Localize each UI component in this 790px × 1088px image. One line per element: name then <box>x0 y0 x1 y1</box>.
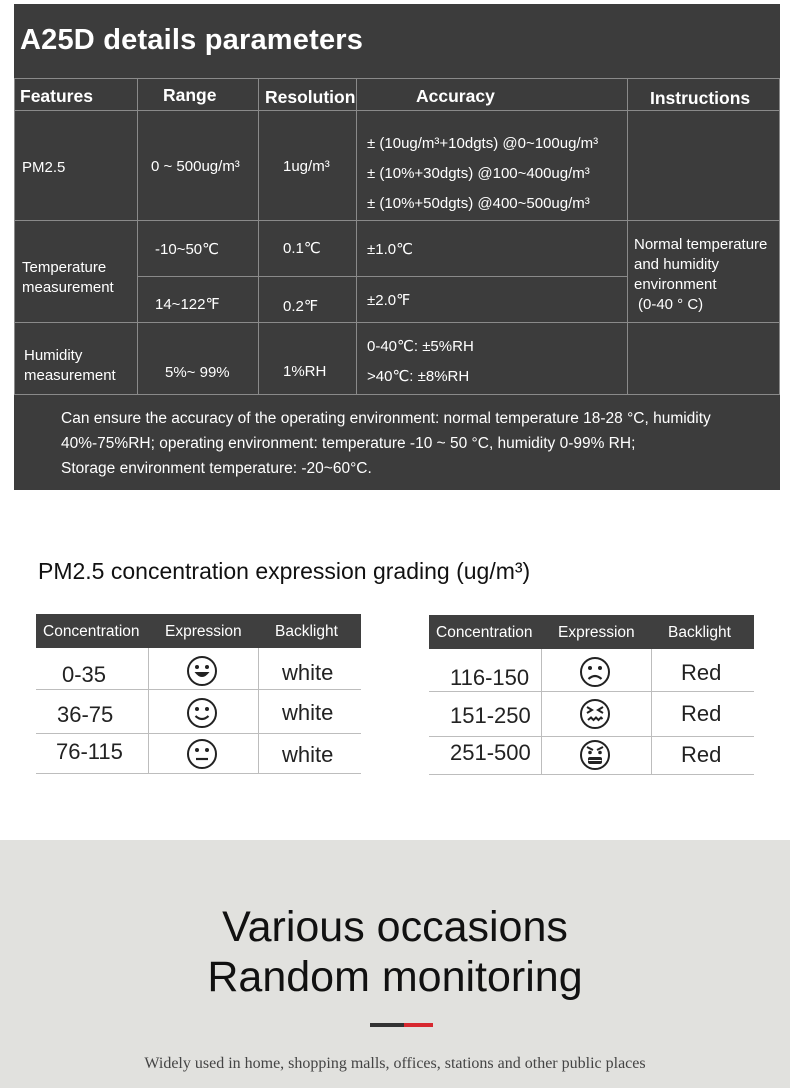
header-concentration: Concentration <box>436 624 533 641</box>
table-row-backlight: Red <box>681 742 722 767</box>
table-row-concentration: 251-500 <box>450 740 531 765</box>
grading-header-left <box>36 614 361 648</box>
header-expression: Expression <box>558 624 635 641</box>
frown-face-icon <box>579 656 611 688</box>
table-row-concentration: 0-35 <box>62 662 107 687</box>
table-row-concentration: 151-250 <box>450 703 531 728</box>
pm25-accuracy-1: ± (10ug/m³+10dgts) @0~100ug/m³ <box>367 135 599 152</box>
header-accuracy: Accuracy <box>416 86 495 106</box>
temperature-resolution-f: 0.2℉ <box>283 298 319 315</box>
table-row-concentration: 76-115 <box>56 739 123 764</box>
accent-divider-dark <box>370 1023 404 1027</box>
note-line-3: Storage environment temperature: -20~60°C. <box>61 460 372 477</box>
table-row-concentration: 36-75 <box>57 702 114 727</box>
pm25-accuracy-3: ± (10%+50dgts) @400~500ug/m³ <box>367 195 590 212</box>
grading-table-right <box>429 614 754 774</box>
humidity-accuracy-2: >40℃: ±8%RH <box>367 368 470 385</box>
humidity-accuracy-1: 0-40℃: ±5%RH <box>367 338 474 355</box>
temperature-range-f: 14~122℉ <box>155 296 220 313</box>
angry-face-icon <box>579 739 611 771</box>
header-concentration: Concentration <box>43 623 140 640</box>
temperature-feature-line1: Temperature <box>22 259 107 276</box>
temperature-instructions-2: and humidity <box>634 256 720 273</box>
temperature-accuracy-c: ±1.0℃ <box>367 241 413 258</box>
temperature-instructions-4: (0-40 ° C) <box>638 296 704 313</box>
parameters-table <box>14 78 780 400</box>
table-row-backlight: white <box>282 700 334 725</box>
grading-header-right <box>429 615 754 649</box>
sick-face-icon <box>579 698 611 730</box>
header-expression: Expression <box>165 623 242 640</box>
banner-title-line1: Various occasions <box>222 903 568 951</box>
occasions-banner <box>0 840 790 1088</box>
table-row-backlight: white <box>282 660 334 685</box>
accent-divider-red <box>404 1023 433 1027</box>
note-line-1: Can ensure the accuracy of the operating environment: normal temperature 18-28 °C, humidity <box>61 410 711 427</box>
environment-note <box>61 406 771 481</box>
header-range: Range <box>163 85 217 105</box>
humidity-feature-line2: measurement <box>24 367 116 384</box>
big-smile-face-icon <box>186 655 218 687</box>
humidity-resolution: 1%RH <box>283 363 327 380</box>
pm25-range: 0 ~ 500ug/m³ <box>151 158 240 175</box>
temperature-resolution-c: 0.1℃ <box>283 240 321 257</box>
pm25-resolution: 1ug/m³ <box>283 158 330 175</box>
temperature-instructions-1: Normal temperature <box>634 236 768 253</box>
temperature-feature-line2: measurement <box>22 279 114 296</box>
table-row-backlight: Red <box>681 701 722 726</box>
neutral-face-icon <box>186 738 218 770</box>
parameters-title: A25D details parameters <box>20 24 364 56</box>
grading-table-left <box>36 614 361 774</box>
header-backlight: Backlight <box>275 623 338 640</box>
header-features: Features <box>20 86 93 106</box>
banner-subtitle: Widely used in home, shopping malls, offices, stations and other public places <box>144 1055 646 1072</box>
humidity-range: 5%~ 99% <box>165 364 230 381</box>
smile-face-icon <box>186 697 218 729</box>
parameters-section <box>0 0 790 504</box>
banner-title <box>0 902 790 1002</box>
temperature-range-c: -10~50℃ <box>155 241 219 258</box>
pm25-feature: PM2.5 <box>22 159 66 176</box>
header-backlight: Backlight <box>668 624 731 641</box>
humidity-feature-line1: Humidity <box>24 347 83 364</box>
temperature-accuracy-f: ±2.0℉ <box>367 292 411 309</box>
pm25-accuracy-2: ± (10%+30dgts) @100~400ug/m³ <box>367 165 590 182</box>
table-row-backlight: Red <box>681 660 722 685</box>
header-resolution: Resolution <box>265 87 356 107</box>
grading-title: PM2.5 concentration expression grading (ug/m³) <box>38 558 531 584</box>
banner-title-line2: Random monitoring <box>207 953 583 1001</box>
table-row-backlight: white <box>282 742 334 767</box>
table-row-concentration: 116-150 <box>450 665 530 690</box>
temperature-instructions-3: environment <box>634 276 717 293</box>
header-instructions: Instructions <box>650 88 751 108</box>
note-line-2: 40%-75%RH; operating environment: temperature -10 ~ 50 °C, humidity 0-99% RH; <box>61 435 636 452</box>
parameters-panel <box>14 4 780 490</box>
